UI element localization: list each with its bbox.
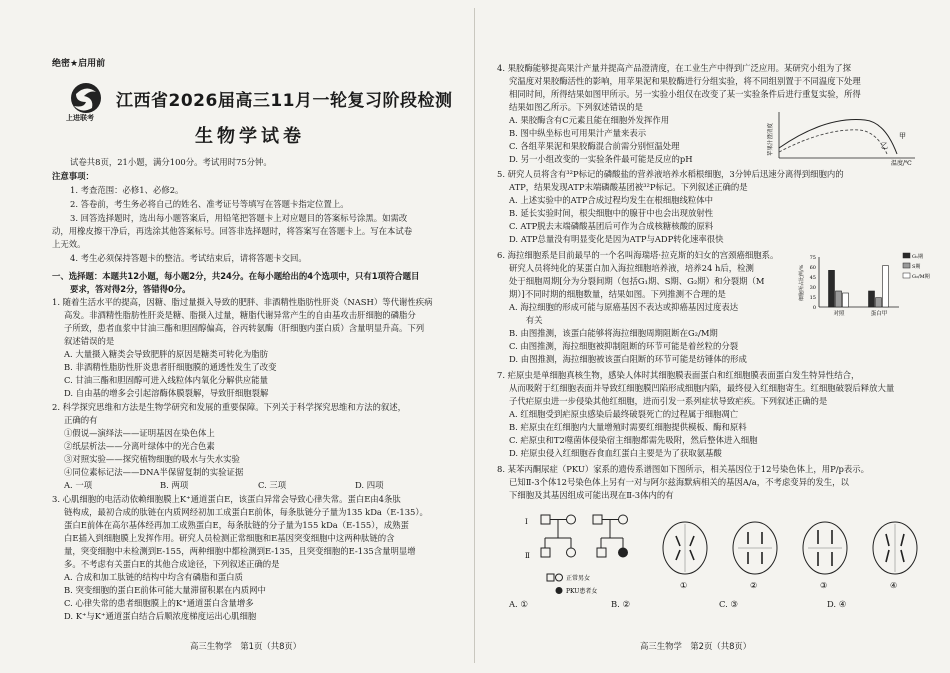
q5-option: A. 上述实验中的ATP合成过程均发生在根细胞线粒体中: [509, 195, 714, 205]
cell-label-4: ④: [890, 581, 898, 590]
q1-option: A. 大量摄入糖类会导致肥胖的原因是糖类可转化为脂肪: [64, 349, 268, 359]
q6-bar: [829, 270, 835, 307]
q2-item: ②纸层析法——分离叶绿体中的光合色素: [64, 441, 215, 451]
pedigree-male-normal: [593, 515, 602, 524]
q6-y-tick-label: 45: [809, 275, 816, 281]
q6-y-tick-label: 60: [809, 265, 816, 271]
q2-option-d: D. 四项: [355, 480, 384, 490]
logo-text: 上进联考: [66, 114, 94, 122]
q6-option: C. 由图推测，海拉细胞被抑制阻断的环节可能是着丝粒的分裂: [509, 341, 739, 351]
q6-line: 研究人员将纯化的某蛋白加入海拉细胞培养液，培养24 h后，检测: [509, 263, 754, 273]
pedigree-male-normal: [597, 548, 606, 557]
pedigree-female-normal: [567, 515, 576, 524]
q4-x-label: 温度/℃: [891, 160, 912, 166]
pku-pedigree: [523, 510, 643, 600]
q3-line: 多。不考虑有关蛋白E的其他合成途径，下列叙述正确的是: [64, 559, 280, 569]
q6-bar: [883, 266, 889, 307]
q1-line: 叙述错误的是: [64, 336, 115, 346]
q6-bar: [843, 293, 849, 307]
note-line: 动，用橡皮擦干净后，再选涂其他答案标号。回答非选择题时，将答案写在答题卡上。写在本试卷: [52, 226, 413, 236]
q6-category-label: 蛋白甲: [870, 311, 888, 317]
q6-legend-label: G₁期: [912, 254, 923, 260]
subject-title: 生物学试卷: [195, 126, 305, 147]
exam-intro: 试卷共8页，21小题，满分100分。考试用时75分钟。: [70, 157, 272, 167]
q6-y-tick-label: 75: [809, 255, 816, 261]
secret-label: 绝密★启用前: [52, 59, 106, 69]
q8-line: 8. 某苯丙酮尿症（PKU）家系的遗传系谱图如下图所示，相关基因位于12号染色体上，用P/p表示。: [497, 464, 870, 474]
q4-curve-b-label: 乙: [881, 142, 888, 150]
q4-line: 相同时间，所得结果如图甲所示。另一实验小组仅在改变了某一实验条件后进行重复实验，所得: [509, 89, 861, 99]
q4-y-label: 苹果汁澄清度: [768, 122, 774, 156]
q3-line: 白E插入到细胞膜上发挥作用。研究人员检测正常细胞和E基因突变细胞中这两种肽链的含: [64, 533, 395, 543]
q5-line: 5. 研究人员将含有³²P标记的磷酸盐的营养液培养水稻根细胞，3分钟后迅速分离得到细胞内的: [497, 169, 844, 179]
q6-option: A. 海拉细胞的形成可能与原癌基因不表达或抑癌基因过度表达: [509, 302, 739, 312]
q1-line: 高发。非酒精性脂肪性肝炎是糖、脂摄入过量，糖脂代谢异常产生的自由基攻击肝细胞的磷脂分: [64, 310, 416, 320]
cell-figure-4: [873, 522, 917, 590]
q7-line: 从而吸附于红细胞表面并导致红细胞膜凹陷形成细胞内陷，最终侵入红细胞寄生。红细胞破裂后释放大量: [509, 383, 895, 393]
q5-option: C. ATP脱去末端磷酸基团后可作为合成核糖核酸的原料: [509, 221, 714, 231]
q6-line: 6. 海拉细胞系是目前最早的一个名叫海瑞塔·拉克斯的妇女的宫颈癌细胞系。: [497, 250, 779, 260]
pedigree-female-normal: [619, 515, 628, 524]
q3-option: D. K⁺与K⁺通道蛋白结合后顺浓度梯度运出心肌细胞: [64, 611, 257, 621]
q6-legend-swatch: [903, 273, 910, 278]
pedigree-male-normal: [541, 515, 550, 524]
q6-legend-swatch: [903, 263, 910, 268]
q2-item: ③对照实验——探究植物细胞的吸水与失水实验: [64, 454, 240, 464]
q3-line: 量，突变细胞中未检测到E-155，两种细胞中都检测到E-135，且突变细胞的E-135含量明显增: [64, 546, 416, 556]
q2-line: 正确的有: [64, 415, 98, 425]
q6-legend-label: S期: [912, 264, 921, 270]
q8-line: 已知Ⅱ-3个体12号染色体上另有一对与阿尔兹海默病相关的基因A/a，不考虑变异的发生，以: [509, 477, 849, 487]
q7-option: B. 疟原虫在红细胞内大量增殖时需要红细胞提供模板、酶和原料: [509, 422, 747, 432]
generation-2-label: Ⅱ: [525, 552, 530, 560]
q4-option: C. 各组苹果泥和果胶酶混合前需分别恒温处理: [509, 141, 680, 151]
q8-line: 下细胞及其基因组成可能出现在Ⅱ-3体内的有: [509, 490, 674, 500]
q1-option: C. 甘油三酯和胆固醇可进入线粒体内氧化分解供应能量: [64, 375, 269, 385]
q4-temperature-figure: [765, 108, 935, 166]
q8-option-c: C. ③: [719, 599, 738, 609]
legend-female-normal-icon: [556, 574, 563, 581]
legend-pku-icon: [556, 587, 563, 594]
note-line: 2. 答卷前，考生务必将自己的姓名、准考证号等填写在答题卡指定位置上。: [70, 199, 349, 209]
cell-figure-1: [663, 522, 707, 590]
cell-label-1: ①: [680, 581, 688, 590]
cell-label-3: ③: [820, 581, 828, 590]
q4-line: 4. 果胶酶能够提高果汁产量并提高产品澄清度，在工业生产中得到广泛应用。某研究小组为了探: [497, 63, 852, 73]
notes-heading: 注意事项：: [52, 171, 94, 181]
section-1-heading: 一、选择题：本题共12小题，每小题2分，共24分。在每小题给出的4个选项中，只有1项符合题目: [52, 271, 420, 281]
q6-legend-label: G₂/M期: [912, 274, 930, 280]
q6-bar: [836, 291, 842, 307]
q1-option: D. 自由基的增多会引起溶酶体膜裂解，导致肝细胞裂解: [64, 388, 269, 398]
q2-line: 2. 科学探究思维和方法是生物学研究和发展的重要保障。下列关于科学探究思维和方法的叙述，: [52, 402, 407, 412]
q3-option: C. 心律失常的患者细胞膜上的K⁺通道蛋白含量增多: [64, 598, 254, 608]
exam-title: 江西省2026届高三11月一轮复习阶段检测: [116, 91, 453, 111]
q2-option-c: C. 三项: [258, 480, 287, 490]
cell-figure-3: [803, 522, 847, 590]
q6-bar: [876, 298, 882, 307]
q7-option: A. 红细胞受到疟原虫感染后最终破裂死亡的过程属于细胞凋亡: [509, 409, 739, 419]
page-1-footer: 高三生物学 第1页（共8页）: [190, 641, 302, 651]
q5-option: B. 延长实验时间，根尖细胞中的腺苷中也会出现放射性: [509, 208, 714, 218]
q8-option-d: D. ④: [827, 599, 847, 609]
pedigree-male-normal: [541, 548, 550, 557]
q5-option: D. ATP总量没有明显变化是因为ATP与ADP转化速率很快: [509, 234, 724, 244]
cell-figure-2: [733, 522, 777, 590]
q2-item: ①假说—演绎法——证明基因在染色体上: [64, 428, 215, 438]
q1-option: B. 非酒精性脂肪性肝炎患者肝细胞膜的通透性发生了改变: [64, 362, 277, 372]
q7-option: D. 疟原虫侵入红细胞吞食血红蛋白主要是为了获取氨基酸: [509, 448, 722, 458]
q2-item: ④同位素标记法——DNA半保留复制的实验证据: [64, 467, 244, 477]
page-2-footer: 高三生物学 第2页（共8页）: [640, 641, 752, 651]
section-1-heading: 要求，答对得2分，答错得0分。: [70, 284, 191, 294]
q4-option: A. 果胶酶含有C元素且能在细胞外发挥作用: [509, 115, 670, 125]
legend-male-normal-icon: [547, 574, 554, 581]
q8-cell-figures: [650, 518, 930, 590]
q7-line: 子代疟原虫进一步侵染其他红细胞，进而引发一系列症状导致疟疾。下列叙述正确的是: [509, 396, 828, 406]
q2-option-b: B. 两项: [160, 480, 189, 490]
q1-line: 子所致，患者血浆中甘油三酯和胆固醇偏高，谷丙转氨酶（肝细胞内蛋白质）含量明显升高。下列: [64, 323, 425, 333]
q6-y-tick-label: 0: [812, 305, 816, 311]
q6-line: 期）]不同时期的细胞数量，结果如图。下列推测不合理的是: [509, 289, 726, 299]
q4-line: 结果如图乙所示。下列叙述错误的是: [509, 102, 643, 112]
q5-line: ATP，结果发现ATP末端磷酸基团被³²P标记。下列叙述正确的是: [509, 182, 748, 192]
q3-line: 蛋白E前体在高尔基体经再加工成熟蛋白E，每条肽链的分子量为155 kDa（E-155），成熟蛋: [64, 520, 409, 530]
q3-option: B. 突变细胞的蛋白E前体可能大量滞留积累在内质网中: [64, 585, 266, 595]
pedigree-female-pku: [619, 548, 628, 557]
q8-option-b: B. ②: [611, 599, 630, 609]
q6-category-label: 对照: [833, 311, 845, 317]
q4-curve-a-label: 甲: [899, 132, 906, 140]
q6-y-tick-label: 30: [809, 285, 816, 291]
q4-curve-a: [779, 120, 897, 154]
q4-line: 究温度对果胶酶活性的影响，用苹果泥和果胶酶进行分组实验，将不同组别置于不同温度下处理: [509, 76, 861, 86]
page-2: [475, 0, 950, 673]
q6-y-axis-label: 细胞所占比例/%: [799, 264, 805, 301]
q3-line: 3. 心肌细胞的电活动依赖细胞膜上K⁺通道蛋白E，该蛋白异常会导致心律失常。蛋白E由4条肽: [52, 494, 401, 504]
q6-legend-swatch: [903, 253, 910, 258]
q6-option: 有关: [509, 315, 543, 325]
q7-option: C. 疟原虫和T2噬菌体侵染宿主细胞都需先吸附，然后整体进入细胞: [509, 435, 758, 445]
note-line: 上无效。: [52, 239, 86, 249]
q8-option-a: A. ①: [509, 599, 528, 609]
q6-line: 处于细胞周期[分为分裂间期（包括G₁期、S期、G₂期）和分裂期（M: [509, 276, 765, 286]
q4-option: D. 另一小组改变的一实验条件最可能是反应的pH: [509, 154, 693, 164]
q3-option: A. 合成和加工肽链的结构中均含有磷脂和蛋白质: [64, 572, 243, 582]
q2-option-a: A. 一项: [64, 480, 93, 490]
generation-1-label: Ⅰ: [525, 518, 528, 526]
note-line: 1. 考查范围：必修1、必修2。: [70, 185, 184, 195]
q1-line: 1. 随着生活水平的提高，因糖、脂过量摄入导致的肥胖、非酒精性脂肪性肝炎（NASH）等代谢性疾病: [52, 297, 433, 307]
q6-bar: [869, 291, 875, 307]
q4-curve-b: [779, 130, 887, 154]
note-line: 3. 回答选择题时，选出每小题答案后，用铅笔把答题卡上对应题目的答案标号涂黑。如需改: [70, 213, 408, 223]
q6-y-tick-label: 15: [809, 295, 816, 301]
q6-option: B. 由图推测，该蛋白能够将海拉细胞周期阻断在G₂/M期: [509, 328, 718, 338]
q6-option: D. 由图推测，海拉细胞被该蛋白阻断的环节可能是纺锤体的形成: [509, 354, 747, 364]
legend-pku-label: PKU患者女: [566, 588, 598, 595]
q7-line: 7. 疟原虫是单细胞真核生物，感染人体时其细胞膜表面蛋白和红细胞膜表面蛋白发生特异性结合，: [497, 370, 860, 380]
cell-label-2: ②: [750, 581, 758, 590]
note-line: 4. 考生必须保持答题卡的整洁。考试结束后，请将答题卡交回。: [70, 253, 307, 263]
pedigree-female-normal: [567, 548, 576, 557]
legend-normal-label: 正常男女: [566, 575, 591, 582]
q3-line: 链构成，最初合成的肽链在内质网经初加工成蛋白E前体，每条肽链分子量为135 kDa（E-135）。: [64, 507, 428, 517]
q4-option: B. 图中纵坐标也可用果汁产量来表示: [509, 128, 647, 138]
q6-bar-chart: [797, 249, 942, 319]
